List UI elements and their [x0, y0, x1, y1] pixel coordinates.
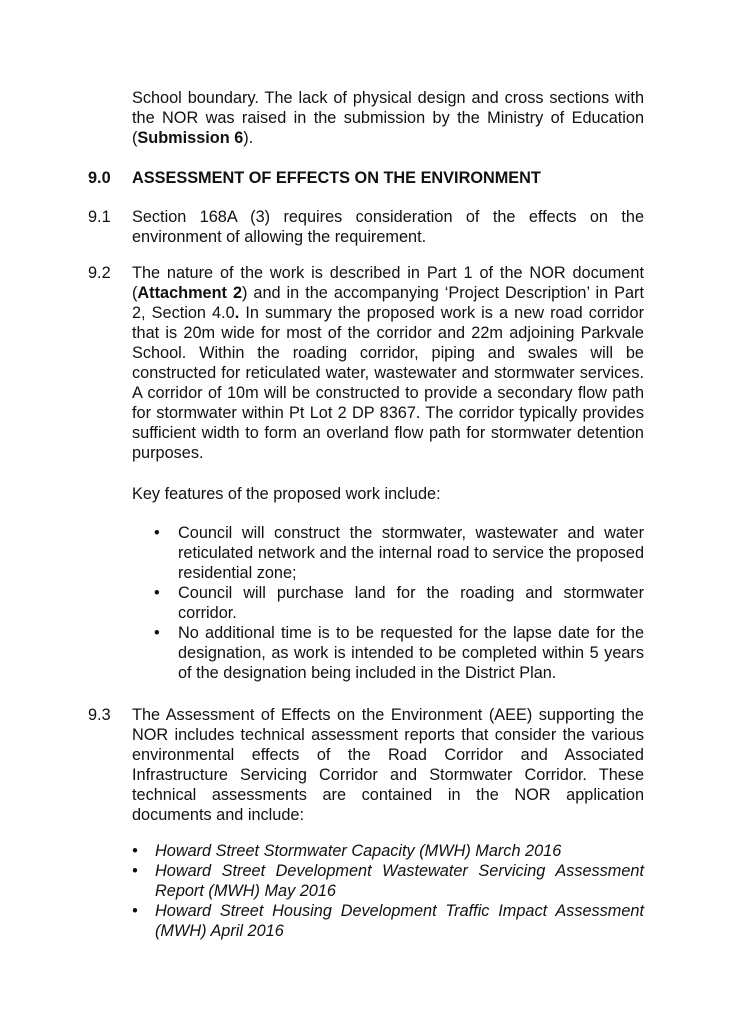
list-item: • No additional time is to be requested for the lapse date for the designation, as work is intended to be completed within 5 years of the designation being included in the District Plan. [154, 624, 644, 682]
section-heading [88, 168, 644, 188]
section-number: 9.0 [88, 169, 111, 187]
bullet-icon: • [154, 624, 160, 642]
reports-list [88, 841, 644, 941]
bullet-icon: • [154, 524, 160, 542]
key-features-intro: Key features of the proposed work include: [132, 485, 441, 503]
list-item: • Howard Street Stormwater Capacity (MWH) March 2016 [132, 842, 562, 860]
paragraph-number: 9.2 [88, 264, 111, 282]
paragraph-9-1 [88, 207, 644, 247]
bullet-icon: • [132, 842, 138, 860]
paragraph-number: 9.3 [88, 706, 111, 724]
intro-text: School boundary. The lack of physical design and cross sections with the NOR was raised in the submission by the Ministry of Education ( [132, 89, 644, 147]
list-item: • Howard Street Development Wastewater Servicing Assessment Report (MWH) May 2016 [132, 862, 644, 900]
intro-submission-ref: Submission 6 [137, 129, 244, 147]
list-item: • Howard Street Housing Development Traffic Impact Assessment (MWH) April 2016 [132, 902, 644, 940]
bullet-icon: • [132, 902, 138, 920]
paragraph-9-3 [88, 705, 644, 825]
paragraph-text: The Assessment of Effects on the Environment (AEE) supporting the NOR includes technical assessment reports that consider the various environmental effects of the Road Corridor and Associated Infrastructure Servicing Corridor and Stormwater Corridor. These technical assessments are contained in the NOR application documents and include: [132, 706, 644, 824]
intro-paragraph: School boundary. The lack of physical design and cross sections with the NOR was raised in the submission by the Ministry of Education (Submission 6). [132, 89, 644, 147]
paragraph-number: 9.1 [88, 208, 111, 226]
paragraph-9-2 [88, 263, 644, 463]
paragraph-text: Section 168A (3) requires consideration of the effects on the environment of allowing the requirement. [132, 208, 644, 246]
section-title: ASSESSMENT OF EFFECTS ON THE ENVIRONMENT [132, 169, 541, 187]
attachment-ref: Attachment 2 [137, 284, 243, 302]
bullet-icon: • [132, 862, 138, 880]
key-features-list [88, 523, 644, 683]
paragraph-text: The nature of the work is described in Part 1 of the NOR document (Attachment 2) and in the accompanying ‘Project Description’ in Part 2, Section 4.0. In summary the proposed work is a new road corridor that is 20m wide for most of the corridor and 22m adjoining Parkvale School. Within the roading corridor, piping and swales will be constructed for reticulated water, wastewater and stormwater services. A corridor of 10m will be constructed to provide a secondary flow path for stormwater within Pt Lot 2 DP 8367. The corridor typically provides sufficient width to form an overland flow path for stormwater detention purposes. [132, 264, 644, 462]
list-item: • Council will purchase land for the roading and stormwater corridor. [154, 584, 644, 622]
bullet-icon: • [154, 584, 160, 602]
list-item: • Council will construct the stormwater, wastewater and water reticulated network and the internal road to service the proposed residential zone; [154, 524, 644, 582]
